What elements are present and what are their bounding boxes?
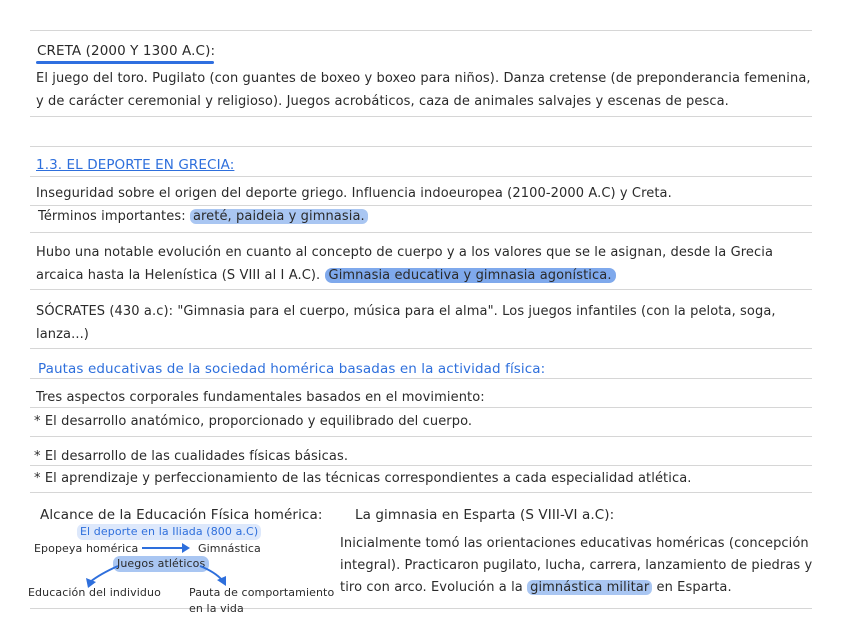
alcance-heading: Alcance de la Educación Física homérica:: [40, 507, 323, 523]
esparta-line-3: [340, 580, 732, 596]
creta-heading: CRETA (2000 Y 1300 A.C):: [37, 43, 216, 59]
esparta-heading: La gimnasia en Esparta (S VIII-VI a.C):: [355, 507, 615, 523]
terms-prefix: Términos importantes:: [38, 209, 190, 224]
pautas-item-1: * El desarrollo anatómico, proporcionado y equilibrado del cuerpo.: [34, 414, 473, 429]
grecia-evolution-line-1: Hubo una notable evolución en cuanto al concepto de cuerpo y a los valores que se le asignan, desde la Grecia: [36, 245, 774, 260]
esparta-line-3-prefix: tiro con arco. Evolución a la: [340, 580, 528, 595]
diagram-bottom-left-node: Educación del individuo: [28, 586, 161, 599]
socrates-line-2: lanza...): [36, 327, 89, 342]
socrates-line-1: SÓCRATES (430 a.c): "Gimnasia para el cuerpo, música para el alma". Los juegos infantiles (con la pelota, soga,: [36, 304, 776, 319]
diagram-right-node: Gimnástica: [198, 542, 261, 555]
esparta-line-2: integral). Practicaron pugilato, lucha, carrera, lanzamiento de piedras y: [340, 558, 813, 573]
evolution-prefix: arcaica hasta la Helenística (S VIII al I A.C).: [36, 268, 325, 283]
arrow-head-right: [182, 543, 190, 553]
creta-paragraph-line-2: y de carácter ceremonial y religioso). Juegos acrobáticos, caza de animales salvajes y escenas de pesca.: [36, 94, 729, 109]
diagram-left-node: Epopeya homérica: [34, 542, 139, 555]
grecia-origin-line: Inseguridad sobre el origen del deporte griego. Influencia indoeuropea (2100-2000 A.C) y Creta.: [36, 186, 672, 201]
pautas-heading: Pautas educativas de la sociedad homérica basadas en la actividad física:: [38, 361, 546, 377]
esparta-line-1: Inicialmente tomó las orientaciones educativas homéricas (concepción: [340, 536, 809, 551]
arrow-juegos-pauta: [200, 566, 222, 580]
evolution-highlight: Gimnasia educativa y gimnasia agonística.: [325, 268, 616, 283]
esparta-line-3-suffix: en Esparta.: [652, 580, 732, 595]
terms-highlight: areté, paideia y gimnasia.: [190, 209, 368, 224]
grecia-heading: 1.3. EL DEPORTE EN GRECIA:: [36, 157, 235, 173]
creta-paragraph-line-1: El juego del toro. Pugilato (con guantes de boxeo y boxeo para niños). Danza cretense (de preponderancia femenina,: [36, 71, 811, 86]
pautas-intro: Tres aspectos corporales fundamentales basados en el movimiento:: [36, 390, 485, 405]
diagram-bottom-right-node-line-2: en la vida: [189, 602, 244, 615]
esparta-highlight: gimnástica militar: [527, 580, 652, 595]
pautas-item-3: * El aprendizaje y perfeccionamiento de las técnicas correspondientes a cada especialidad atlética.: [34, 471, 692, 486]
diagram-bottom-right-node-line-1: Pauta de comportamiento: [189, 586, 335, 599]
diagram-top-label: El deporte en la Iliada (800 a.C): [77, 524, 261, 540]
arrow-juegos-educacion: [90, 566, 118, 582]
diagram-middle-node: Juegos atléticos: [113, 556, 209, 572]
pautas-item-2: * El desarrollo de las cualidades físicas básicas.: [34, 449, 349, 464]
